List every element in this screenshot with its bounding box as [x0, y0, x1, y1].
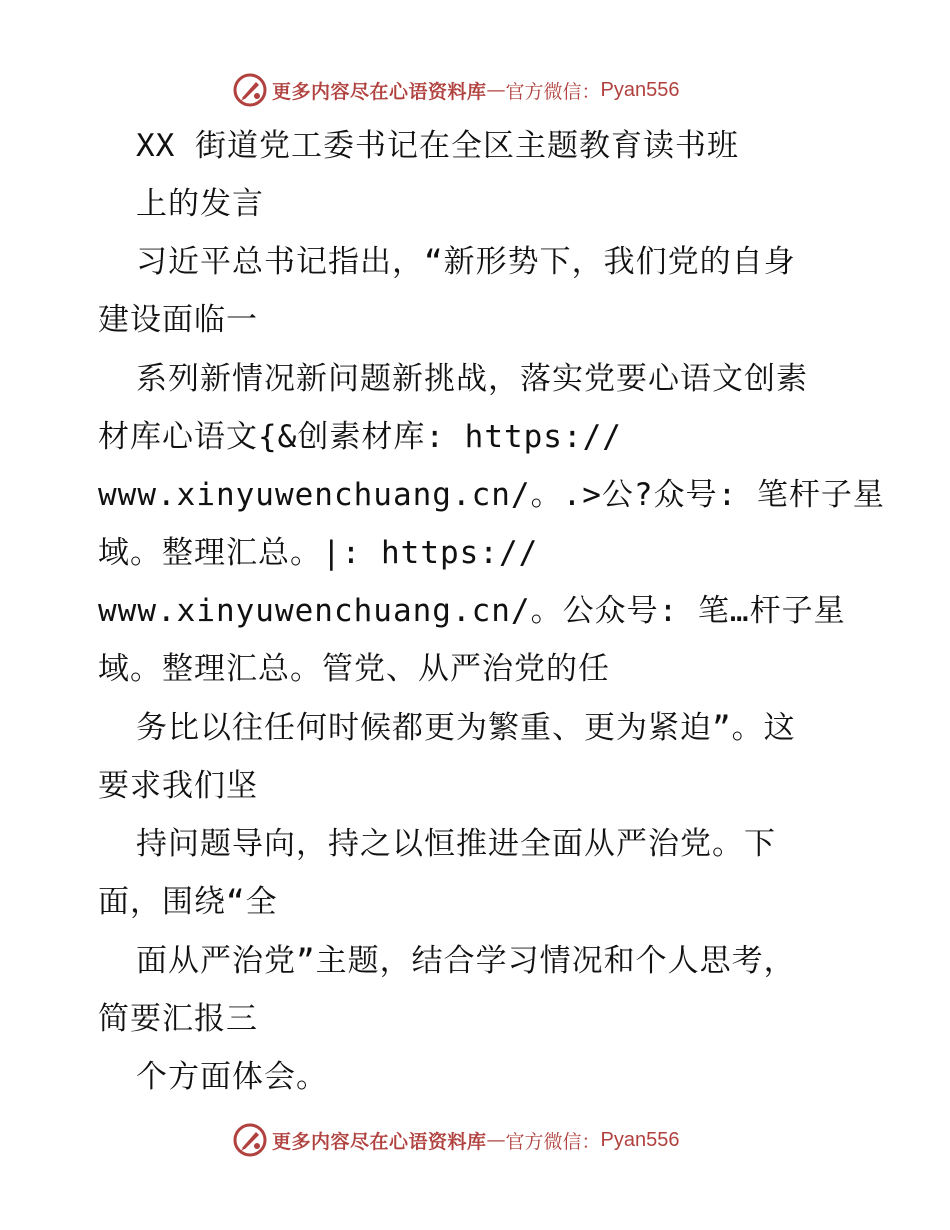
body-line: www.xinyuwenchuang.cn/。.>公?众号: 笔杆子星: [98, 477, 885, 513]
body-line: XX 街道党工委书记在全区主题教育读书班: [136, 128, 739, 164]
body-line: 务比以往任何时候都更为繁重、更为紧迫”。这: [136, 710, 796, 746]
body-line: 上的发言: [136, 186, 264, 222]
banner-separator: —: [486, 79, 506, 101]
banner-main-text: 更多内容尽在心语资料库: [272, 1130, 487, 1153]
body-line: 系列新情况新问题新挑战，落实党要心语文创素: [136, 361, 808, 397]
quill-logo-icon: [232, 72, 268, 108]
body-line: 域。整理汇总。|: https://: [98, 535, 539, 571]
header-banner: [232, 70, 680, 110]
banner-wechat-id: Pyan556: [600, 1128, 680, 1151]
quill-logo-icon: [232, 1122, 268, 1158]
body-line: 材库心语文{&创素材库: https://: [98, 419, 622, 455]
body-line: 建设面临一: [98, 302, 258, 338]
body-line: 域。整理汇总。管党、从严治党的任: [98, 651, 610, 687]
body-line: 面，围绕“全: [98, 884, 278, 920]
body-line: 面从严治党”主题，结合学习情况和个人思考，: [136, 943, 796, 979]
banner-main-text: 更多内容尽在心语资料库: [272, 80, 487, 103]
banner-wechat-id: Pyan556: [600, 78, 680, 101]
body-line: www.xinyuwenchuang.cn/。公众号: 笔…杆子星: [98, 593, 846, 629]
footer-banner: [232, 1120, 680, 1160]
body-line: 要求我们坚: [98, 768, 258, 804]
banner-wechat-label: 官方微信：: [505, 80, 601, 103]
body-line: 习近平总书记指出，“新形势下，我们党的自身: [136, 244, 796, 280]
body-line: 个方面体会。: [136, 1059, 328, 1095]
banner-separator: —: [486, 1129, 506, 1151]
banner-wechat-label: 官方微信：: [505, 1130, 601, 1153]
body-line: 简要汇报三: [98, 1001, 258, 1037]
body-line: 持问题导向，持之以恒推进全面从严治党。下: [136, 826, 776, 862]
